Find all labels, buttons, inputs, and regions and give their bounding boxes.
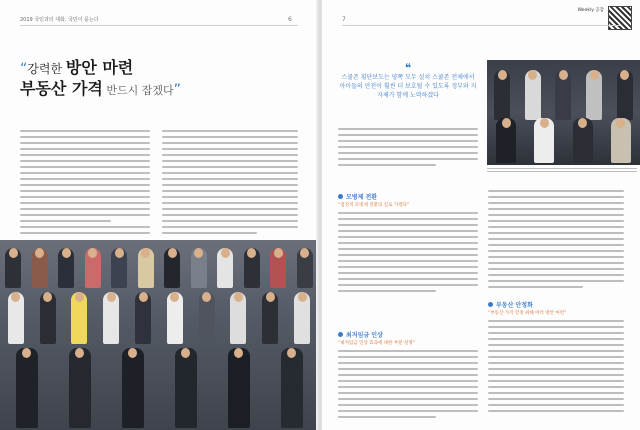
- header-rule-right: [342, 25, 620, 26]
- header-rule: [20, 25, 298, 26]
- right-page: [322, 0, 640, 430]
- running-header: 2019 국민과의 대화, 국민이 묻는다: [20, 17, 99, 23]
- section-bullet-icon: [338, 332, 343, 337]
- right-body-column-1-bottom: [338, 350, 478, 422]
- headline-line2-bold: 부동산 가격: [20, 79, 103, 98]
- pull-quote: [338, 61, 478, 100]
- qr-code-icon: [608, 6, 632, 30]
- headline-line1-bold: 방안 마련: [65, 58, 134, 77]
- section-bullet-icon: [488, 302, 493, 307]
- right-body-column-1-top: [338, 128, 478, 170]
- photo-caption: [487, 168, 637, 174]
- quote-open-mark: “: [20, 61, 28, 77]
- right-body-column-2-top: [488, 190, 624, 292]
- right-body-column-1-mid: [338, 212, 478, 296]
- page-number-right: 7: [342, 16, 346, 23]
- speaker-photo: [487, 60, 640, 165]
- body-column-1: [20, 130, 150, 238]
- body-column-2: [162, 130, 298, 238]
- quote-mark-icon: ❝: [404, 61, 412, 75]
- quote-close-mark: ”: [173, 82, 181, 98]
- section-subheading-1: “점진적 모병제 전환의 길로 가겠다”: [338, 203, 410, 208]
- section-heading-1: 모병제 전환: [338, 192, 377, 201]
- section-heading-3: 부동산 안정화: [488, 300, 533, 309]
- section-subheading-3: “부동산 가격 안정 위해 여러 방안 마련”: [488, 311, 567, 316]
- headline-line1-small: 강력한: [27, 62, 66, 76]
- article-headline: [20, 58, 220, 100]
- section-subheading-2: “최저임금 인상 효과에 대한 부분 설명”: [338, 341, 416, 346]
- headline-line2-small: 반드시 잡겠다: [102, 84, 174, 97]
- town-hall-photo: [0, 240, 318, 430]
- section-heading-2: 최저임금 인상: [338, 330, 383, 339]
- left-page: [0, 0, 318, 430]
- right-body-column-2-bottom: [488, 320, 624, 416]
- section-bullet-icon: [338, 194, 343, 199]
- page-number-left: 6: [288, 16, 292, 23]
- weekly-label: Weekly 공감: [577, 8, 604, 13]
- pull-quote-text: 스쿨존 횡단보도는 양쪽 모두 설치 스쿨존 전체에서 아이들의 안전이 훨씬 더 보호될 수 있도록 정부와 지자체가 함께 노력하겠다: [339, 74, 477, 99]
